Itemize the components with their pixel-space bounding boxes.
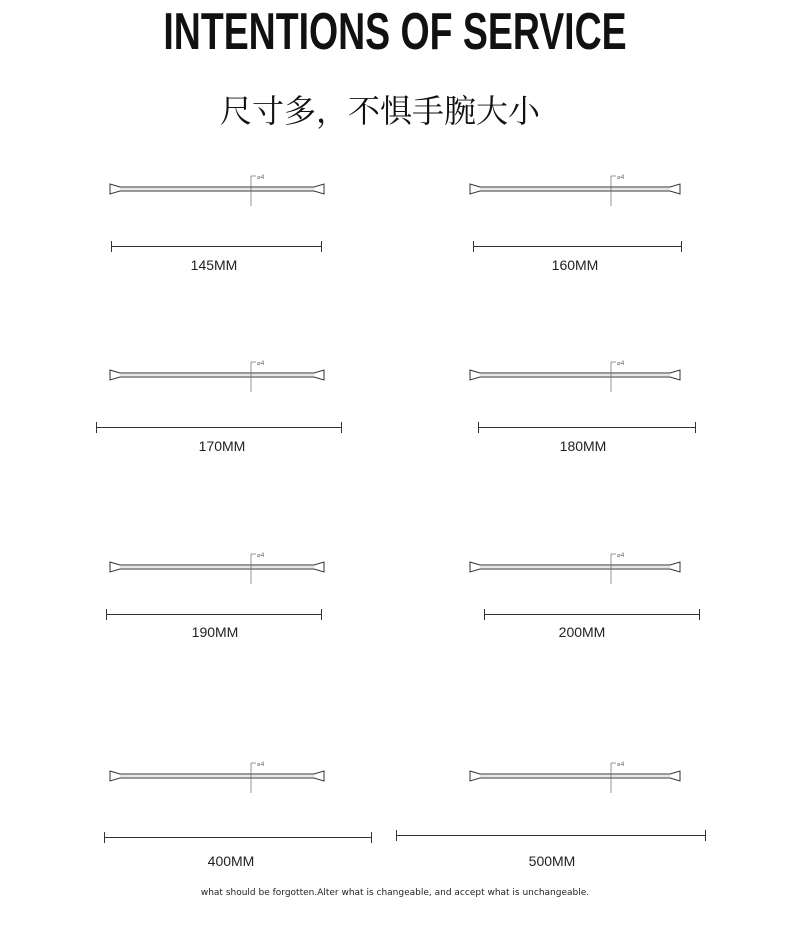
product-item <box>108 548 368 658</box>
rod-illustration <box>468 170 728 210</box>
dimension-line <box>96 422 342 434</box>
product-item <box>108 170 368 280</box>
svg-text:⌀4: ⌀4 <box>257 174 265 181</box>
svg-text:⌀4: ⌀4 <box>617 552 625 559</box>
size-label: 170MM <box>198 438 246 454</box>
rod-illustration <box>108 356 368 396</box>
dimension-line <box>396 830 706 842</box>
size-label: 200MM <box>558 624 606 640</box>
dimension-line <box>106 609 322 621</box>
size-label: 145MM <box>190 257 238 273</box>
product-item <box>468 757 728 867</box>
size-label: 400MM <box>207 853 255 869</box>
product-item <box>108 757 368 867</box>
rod-illustration <box>108 548 368 588</box>
product-item <box>468 548 728 658</box>
dimension-line <box>484 609 700 621</box>
size-label: 180MM <box>559 438 607 454</box>
product-item <box>468 170 728 280</box>
size-label: 500MM <box>528 853 576 869</box>
dimension-line <box>111 241 322 253</box>
rod-illustration <box>108 757 368 797</box>
product-item <box>468 356 728 466</box>
page-title: INTENTIONS OF SERVICE <box>163 3 627 61</box>
svg-text:⌀4: ⌀4 <box>617 174 625 181</box>
dimension-line <box>473 241 682 253</box>
size-label: 190MM <box>191 624 239 640</box>
rod-illustration <box>468 356 728 396</box>
size-label: 160MM <box>551 257 599 273</box>
svg-text:⌀4: ⌀4 <box>257 552 265 559</box>
dimension-line <box>104 832 372 844</box>
footer-tagline: what should be forgotten.Alter what is changeable, and accept what is unchangeable. <box>200 888 590 898</box>
rod-illustration <box>108 170 368 210</box>
svg-text:⌀4: ⌀4 <box>257 360 265 367</box>
svg-text:⌀4: ⌀4 <box>617 761 625 768</box>
rod-illustration <box>468 548 728 588</box>
svg-text:⌀4: ⌀4 <box>617 360 625 367</box>
dimension-line <box>478 422 696 434</box>
page-subtitle: 尺寸多，不惧手腕大小 <box>219 92 540 130</box>
product-item <box>108 356 368 466</box>
rod-illustration <box>468 757 728 797</box>
svg-text:⌀4: ⌀4 <box>257 761 265 768</box>
